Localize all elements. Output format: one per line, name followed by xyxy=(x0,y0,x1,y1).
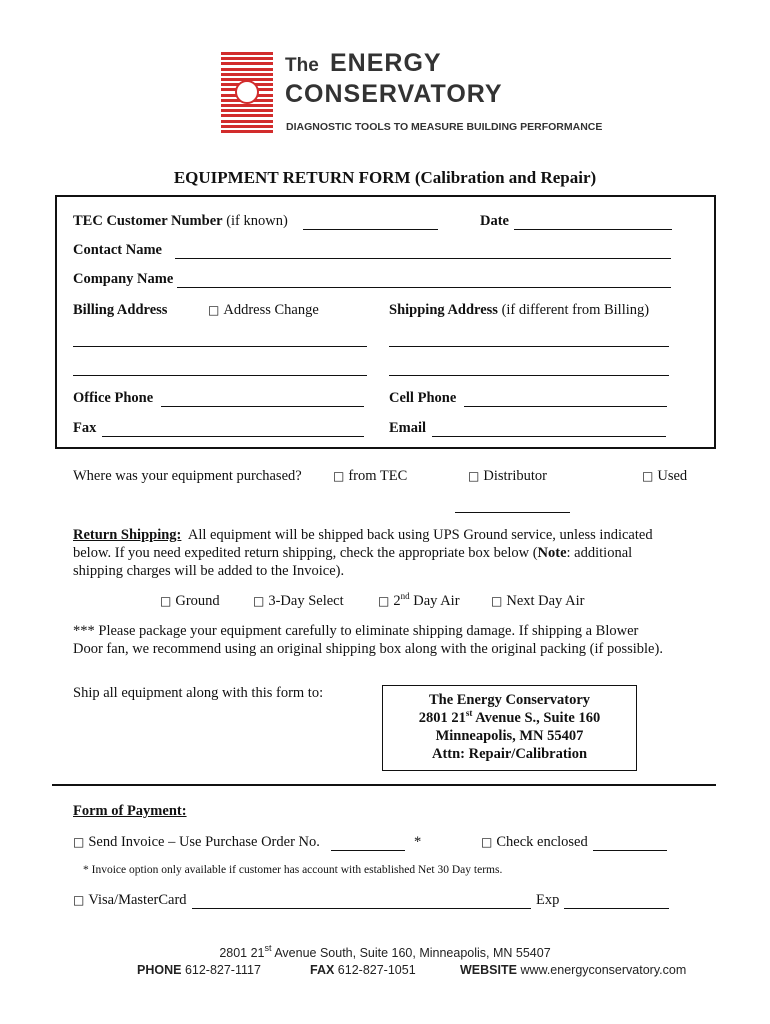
packaging-note-line-2: Door fan, we recommend using an original shipping box along with the original packing (if possible). xyxy=(73,641,663,657)
checkbox-icon: □ xyxy=(73,835,85,849)
billing-address-line-1[interactable] xyxy=(73,346,367,347)
checkbox-icon: □ xyxy=(73,893,85,907)
logo-circle xyxy=(235,80,259,104)
invoice-asterisk: * xyxy=(414,834,422,850)
company-name-field[interactable] xyxy=(177,287,671,288)
address-change-checkbox[interactable]: □ Address Change xyxy=(208,302,319,318)
tec-number-field[interactable] xyxy=(303,229,438,230)
ship-to-attn: Attn: Repair/Calibration xyxy=(431,746,588,762)
logo-stripe xyxy=(221,104,273,107)
shipping-address-line-2[interactable] xyxy=(389,375,669,376)
ship-to-label: Ship all equipment along with this form to: xyxy=(73,685,324,701)
return-shipping-line-1: Return Shipping: All equipment will be shipped back using UPS Ground service, unless indicated xyxy=(73,527,653,543)
check-number-field[interactable] xyxy=(593,850,667,851)
cell-phone-label: Cell Phone xyxy=(389,390,457,406)
checkbox-icon: □ xyxy=(333,469,345,483)
return-shipping-line-2: below. If you need expedited return shipping, check the appropriate box below (Note: additional xyxy=(73,545,633,561)
checkbox-icon: □ xyxy=(642,469,654,483)
checkbox-icon: □ xyxy=(468,469,480,483)
logo-stripe xyxy=(221,52,273,55)
logo-stripe xyxy=(221,68,273,71)
checkbox-icon: □ xyxy=(253,594,265,608)
customer-info-box xyxy=(55,195,716,449)
send-invoice-checkbox[interactable]: □ Send Invoice – Use Purchase Order No. xyxy=(73,834,320,850)
footer-address: 2801 21st Avenue South, Suite 160, Minneapolis, MN 55407 xyxy=(219,943,551,960)
logo-text-energy: ENERGY xyxy=(330,49,442,77)
logo-stripe xyxy=(221,125,273,128)
packaging-note-line-1: *** Please package your equipment carefully to eliminate shipping damage. If shipping a Blower xyxy=(73,623,639,639)
footer-fax: FAX 612-827-1051 xyxy=(310,963,416,977)
purchase-distributor-checkbox[interactable]: □ Distributor xyxy=(468,468,547,484)
cell-phone-field[interactable] xyxy=(464,406,667,407)
fax-field[interactable] xyxy=(102,436,364,437)
date-field[interactable] xyxy=(514,229,672,230)
date-label: Date xyxy=(480,213,509,229)
logo-stripe xyxy=(221,57,273,60)
billing-address-label: Billing Address xyxy=(73,302,168,318)
checkbox-icon: □ xyxy=(378,594,390,608)
logo-stripe xyxy=(221,130,273,133)
company-name-label: Company Name xyxy=(73,271,174,287)
shipping-address-label: Shipping Address (if different from Billing) xyxy=(389,302,650,318)
billing-address-line-2[interactable] xyxy=(73,375,367,376)
ship-next-day-air-checkbox[interactable]: □ Next Day Air xyxy=(491,593,585,609)
footer-website[interactable]: WEBSITE www.energyconservatory.com xyxy=(460,963,687,977)
card-number-field[interactable] xyxy=(192,908,531,909)
distributor-name-field[interactable] xyxy=(455,512,570,513)
checkbox-icon: □ xyxy=(491,594,503,608)
logo-stripe xyxy=(221,109,273,112)
form-title: EQUIPMENT RETURN FORM (Calibration and Repair) xyxy=(173,168,597,187)
logo-stripe xyxy=(221,120,273,123)
office-phone-field[interactable] xyxy=(161,406,364,407)
ship-ground-checkbox[interactable]: □ Ground xyxy=(160,593,220,609)
purchase-from-tec-checkbox[interactable]: □ from TEC xyxy=(333,468,408,484)
checkbox-icon: □ xyxy=(208,303,220,317)
return-shipping-line-3: shipping charges will be added to the Invoice). xyxy=(73,563,345,579)
logo-stripe xyxy=(221,73,273,76)
purchase-used-checkbox[interactable]: □ Used xyxy=(642,468,688,484)
fax-label: Fax xyxy=(73,420,97,436)
invoice-note: * Invoice option only available if customer has account with established Net 30 Day terms. xyxy=(83,864,503,876)
check-enclosed-checkbox[interactable]: □ Check enclosed xyxy=(481,834,588,850)
checkbox-icon: □ xyxy=(481,835,493,849)
email-label: Email xyxy=(389,420,427,436)
card-checkbox[interactable]: □ Visa/MasterCard xyxy=(73,892,187,908)
ship-3day-checkbox[interactable]: □ 3-Day Select xyxy=(253,593,344,609)
exp-label: Exp xyxy=(536,892,560,908)
purchase-order-field[interactable] xyxy=(331,850,405,851)
ship-to-street: 2801 21st Avenue S., Suite 160 xyxy=(418,708,601,726)
tec-number-label: TEC Customer Number (if known) xyxy=(73,213,288,229)
section-divider xyxy=(52,784,716,786)
logo-tagline: DIAGNOSTIC TOOLS TO MEASURE BUILDING PERFORMANCE xyxy=(286,121,603,133)
checkbox-icon: □ xyxy=(160,594,172,608)
ship-to-name: The Energy Conservatory xyxy=(428,692,591,708)
payment-heading: Form of Payment: xyxy=(73,803,187,819)
shipping-address-line-1[interactable] xyxy=(389,346,669,347)
logo-stripe xyxy=(221,62,273,65)
footer-phone: PHONE 612-827-1117 xyxy=(137,963,261,977)
card-exp-field[interactable] xyxy=(564,908,669,909)
logo-text-the: The xyxy=(285,55,319,76)
logo-mark xyxy=(221,52,273,134)
contact-name-label: Contact Name xyxy=(73,242,162,258)
contact-name-field[interactable] xyxy=(175,258,671,259)
logo-text-conservatory: CONSERVATORY xyxy=(285,80,503,108)
email-field[interactable] xyxy=(432,436,666,437)
logo-stripe xyxy=(221,114,273,117)
ship-2nd-day-air-checkbox[interactable]: □ 2nd Day Air xyxy=(378,591,460,609)
purchase-question: Where was your equipment purchased? xyxy=(73,468,302,484)
office-phone-label: Office Phone xyxy=(73,390,154,406)
ship-to-city: Minneapolis, MN 55407 xyxy=(435,728,584,744)
